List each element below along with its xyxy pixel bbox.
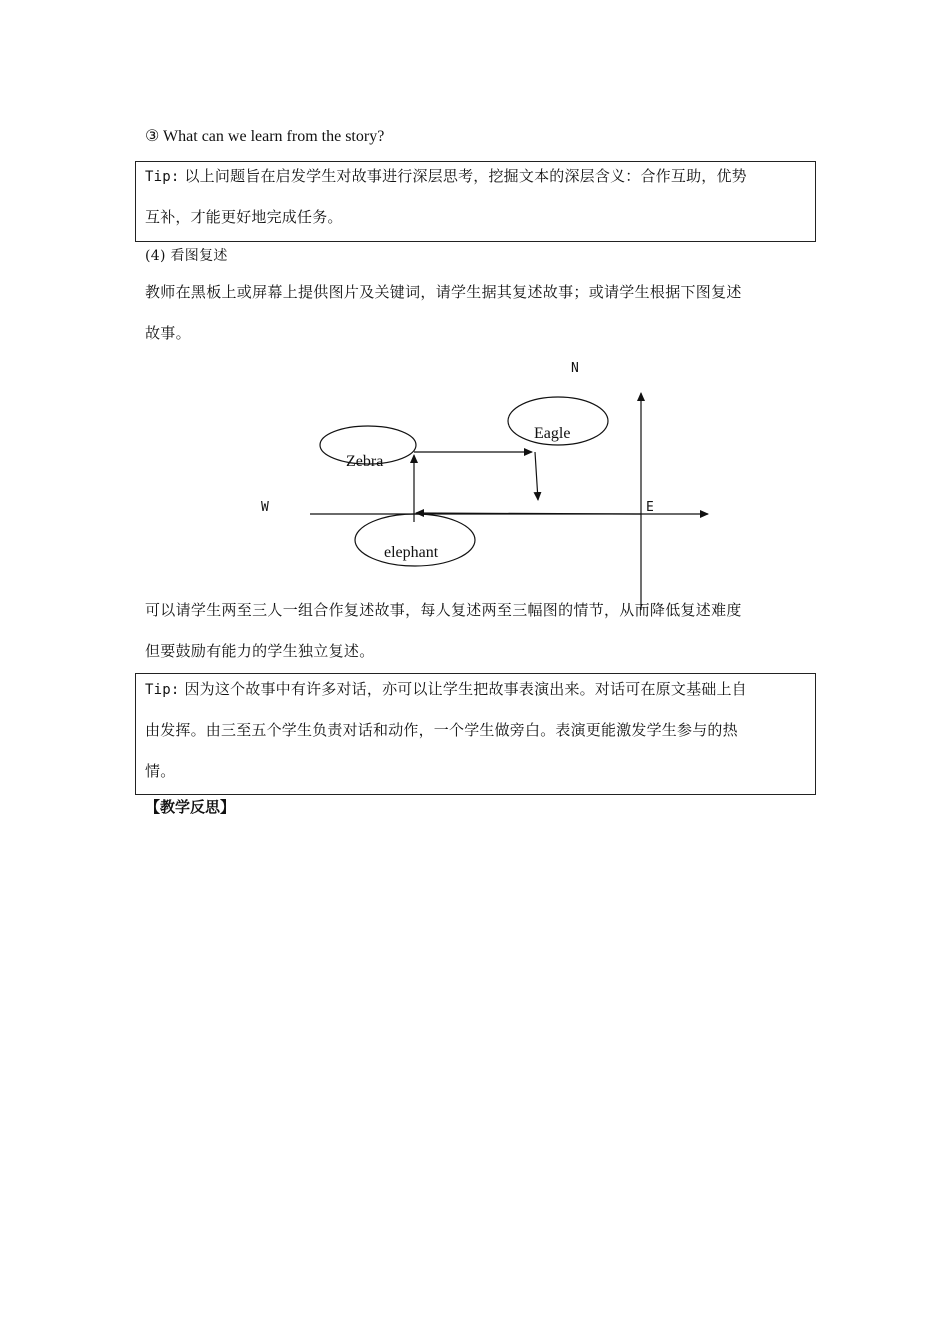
tip-keyword: Tip: (145, 169, 180, 185)
path-arrow-south (535, 452, 538, 500)
north-label: N (571, 361, 579, 376)
east-label: E (646, 500, 654, 515)
paragraph-2-line-2: 但要鼓励有能力的学生独立复述。 (145, 642, 375, 660)
tip-keyword: Tip: (145, 682, 180, 698)
tip-1-text: 以上问题旨在启发学生对故事进行深层思考，挖掘文本的深层含义：合作互助，优势 (179, 167, 747, 185)
tip-2-line-2: 由发挥。由三至五个学生负责对话和动作，一个学生做旁白。表演更能激发学生参与的热 (145, 721, 738, 739)
tip-2-text: 因为这个故事中有许多对话，亦可以让学生把故事表演出来。对话可在原文基础上自 (179, 680, 747, 698)
zebra-label: Zebra (346, 453, 384, 470)
tip-1-line-2: 互补，才能更好地完成任务。 (145, 208, 343, 226)
eagle-label: Eagle (534, 425, 571, 442)
tip-2-line-3: 情。 (145, 762, 176, 780)
west-label: W (261, 500, 269, 515)
tip-2-line-1 (145, 678, 747, 699)
tip-box-2 (135, 673, 816, 795)
reflection-heading: 【教学反思】 (145, 798, 236, 816)
paragraph-2-line-1: 可以请学生两至三人一组合作复述故事，每人复述两至三幅图的情节，从而降低复述难度 (145, 601, 742, 619)
paragraph-1-line-1: 教师在黑板上或屏幕上提供图片及关键词，请学生据其复述故事；或请学生根据下图复述 (145, 283, 742, 301)
elephant-label: elephant (384, 544, 439, 561)
question-3: ③ What can we learn from the story? (145, 128, 385, 145)
paragraph-1-line-2: 故事。 (145, 324, 191, 342)
section-4-title: (4) 看图复述 (145, 248, 228, 264)
